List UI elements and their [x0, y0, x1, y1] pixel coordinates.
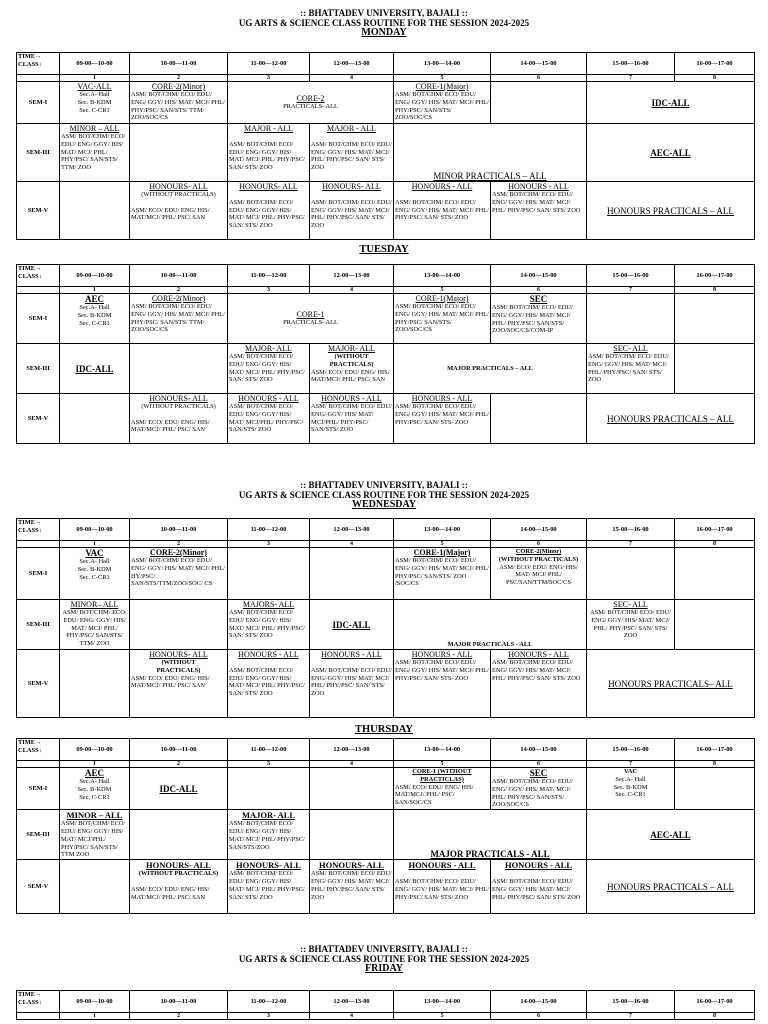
- time-slot: 11-00—12-00: [228, 519, 310, 541]
- period-number: 2: [130, 541, 228, 548]
- period-number: 7: [587, 287, 675, 294]
- time-slot: 12-00—13-00: [310, 53, 394, 75]
- class-cell: MAJOR PRACTICALS - ALL: [394, 810, 587, 860]
- sem-label: SEM-I: [17, 548, 60, 600]
- time-slot: 13-00—14-00: [394, 519, 491, 541]
- routine-title: UG ARTS & SCIENCE CLASS ROUTINE FOR THE SESSION 2024-2025: [238, 490, 530, 500]
- class-cell: HONOURS- ALL (WITHOUT PRACTICALS) ASM/ ECO/ EDU/ ENG/ HIS/ MAT/MCJ/ PHL/ PSC/ SAN: [130, 650, 228, 718]
- period-number: 4: [310, 541, 394, 548]
- time-slot: 10-00—11-00: [130, 519, 228, 541]
- class-cell: MAJOR - ALL ASM/ BOT/CHM/ ECO/ EDU/ ENG/ GGY/ HIS/ MAT/ MCJ/ PHL/ PHY/PSC/ SAN/ STS/ ZOO: [310, 124, 394, 182]
- time-slot: 12-00—13-00: [310, 519, 394, 541]
- time-class-header: TIME→ CLASS↓: [17, 519, 60, 541]
- time-class-header: TIME→ CLASS↓: [17, 739, 60, 761]
- university-name: :: BHATTADEV UNIVERSITY, BAJALI ::: [300, 944, 468, 954]
- sem-label: SEM-V: [17, 860, 60, 914]
- period-number: 5: [394, 1013, 491, 1020]
- class-cell: CORE-2(Minor) ASM/ BOT/CHM/ ECO/ EDU/ ENG/ GGY/ HIS/ MAT/ MCJ/ PHL/ HY/PSC/ SAN/STS/TTM/ZOO/SOC/ CS: [130, 548, 228, 600]
- time-slot: 13-00—14-00: [394, 991, 491, 1013]
- routine-header-3: [0, 944, 768, 974]
- time-class-header: TIME→ CLASS↓: [17, 265, 60, 287]
- time-slot: 15-00—16-00: [587, 53, 675, 75]
- sem-label: SEM-III: [17, 124, 60, 182]
- period-number: 3: [228, 541, 310, 548]
- routine-title: UG ARTS & SCIENCE CLASS ROUTINE FOR THE SESSION 2024-2025: [238, 18, 530, 28]
- period-number: 7: [587, 75, 675, 82]
- time-slot: 16-00—17-00: [675, 991, 755, 1013]
- period-number: 2: [130, 761, 228, 768]
- time-slot: 10-00—11-00: [130, 991, 228, 1013]
- time-slot: 11-00—12-00: [228, 53, 310, 75]
- sem-label: SEM-V: [17, 650, 60, 718]
- class-cell: SEC- ALL ASM/ BOT/CHM/ ECO/ EDU/ ENG/ GGY/ HIS/ MAT/ MCJ/ PHL/ PHY/PSC/ SAN/ STS/ ZOO: [587, 600, 675, 650]
- period-number: 5: [394, 75, 491, 82]
- time-slot: 14-00—15-00: [491, 53, 587, 75]
- sem-label: SEM-III: [17, 344, 60, 394]
- period-number: 7: [587, 541, 675, 548]
- day-wednesday: WEDNESDAY: [351, 499, 417, 510]
- class-cell: HONOURS - ALL ASM/ BOT/CHM/ ECO/ EDU/ ENG/ GGY/ HIS/ MAT/ MCJ/ PHL/ PHY/PSC/ SAN/ STS/ ZOO: [491, 860, 587, 914]
- time-slot: 14-00—15-00: [491, 519, 587, 541]
- class-cell: CORE-2(Minor) (WITHOUT PRACTICALS) ASM/ ECO/ EDU/ ENG/ HIS/ MAT/ MCJ/ PHL/ PSC/SAN/TTM/SOC/CS: [491, 548, 587, 600]
- class-cell: MAJOR- ALL (WITHOUT PRACTICALS) ASM/ ECO/ EDU/ ENG/ HIS/ MAT/MCJ/ PHL/ PSC/ SAN: [310, 344, 394, 394]
- class-cell: HONOURS PRACTICALS – ALL: [587, 182, 755, 240]
- period-number: 5: [394, 541, 491, 548]
- class-cell: HONOURS PRACTICALS – ALL: [587, 860, 755, 914]
- class-cell: HONOURS- ALL (WITHOUT PRACTICALS) ASM/ ECO/ EDU/ ENG/ HIS/ MAT/MCJ/ PHL/ PSC/ SAN: [130, 182, 228, 240]
- class-cell: IDC-ALL: [60, 344, 130, 394]
- period-number: 1: [60, 761, 130, 768]
- time-slot: 09-00—10-00: [60, 53, 130, 75]
- period-number: 8: [675, 761, 755, 768]
- class-cell: CORE-1 (WITHOUT PRACTICLAS) ASM/ ECO/ EDU/ ENG/ HIS/ MAT/MCJ/ PHL/ PSC/ SAN/SOC/CS: [394, 768, 491, 810]
- class-cell: HONOURS - ALL ASM/ BOT/CHM/ ECO/ EDU/ ENG/ GGY/ HIS/ MAT/ MCJ/ PHL/ PHY/PSC/ SAN/ STS/ ZOO: [394, 650, 491, 718]
- period-number: 6: [491, 1013, 587, 1020]
- sem-label: SEM-III: [17, 600, 60, 650]
- class-cell: MINOR– ALL ASM/ BOT/CHM/ ECO/ EDU/ ENG/ GGY/ HIS/ MAT/ MCJ/ PHL/ PHY/PSC/ SAN/STS/ TTM/ ZOO: [60, 600, 130, 650]
- class-cell: VAC Sec.A- Hall Sec. B-KDM Sec. C-CR1: [60, 548, 130, 600]
- class-cell: IDC-ALL: [587, 82, 755, 124]
- period-number: 1: [60, 287, 130, 294]
- class-cell: HONOURS- ALL ASM/ BOT/CHM/ ECO/ EDU/ ENG/ GGY/ HIS/ MAT/ MCJ/ PHL/ PHY/PSC/ SAN/ STS/ ZOO: [310, 182, 394, 240]
- class-cell: MINOR – ALL ASM/ BOT/CHM/ ECO/ EDU/ ENG/ GGY/ HIS/ MAT/ MCJ/PHL/ PHY/PSC/ SAN/STS/ TTM ZOO: [60, 810, 130, 860]
- time-slot: 13-00—14-00: [394, 265, 491, 287]
- class-cell: HONOURS- ALL ASM/ BOT/CHM/ ECO/ EDU/ ENG/ GGY/ HIS/ MAT/ MCJ/ PHL/ PHY/PSC/ SAN/ STS/ ZOO: [228, 860, 310, 914]
- period-number: 3: [228, 287, 310, 294]
- time-slot: 12-00—13-00: [310, 265, 394, 287]
- period-number: 7: [587, 761, 675, 768]
- sem-label: SEM-III: [17, 810, 60, 860]
- class-cell: HONOURS - ALL ASM/ BOT/CHM/ ECO/ EDU/ ENG/ GGY/ HIS/ MAT/ MCJ/ PHL/ PHY/PSC/ SAN/ STS/ ZOO: [491, 650, 587, 718]
- time-slot: 12-00—13-00: [310, 991, 394, 1013]
- time-slot: 16-00—17-00: [675, 519, 755, 541]
- day-tuesday: TUESDAY: [359, 244, 409, 255]
- time-slot: 09-00—10-00: [60, 519, 130, 541]
- class-cell: IDC-ALL: [310, 600, 394, 650]
- class-cell: AEC Sec.A- Hall Sec. B-KDM Sec. C-CR1: [60, 768, 130, 810]
- class-cell: VAC Sec.A- Hall Sec. B-KDM Sec. C-CR1: [587, 768, 675, 810]
- period-number: 3: [228, 761, 310, 768]
- period-number: 8: [675, 75, 755, 82]
- sem-label: SEM-V: [17, 394, 60, 444]
- time-slot: 12-00—13-00: [310, 739, 394, 761]
- time-slot: 11-00—12-00: [228, 739, 310, 761]
- time-slot: 13-00—14-00: [394, 53, 491, 75]
- sem-label: SEM-V: [17, 182, 60, 240]
- class-cell: HONOURS - ALL ASM/ BOT/CHM/ ECO/ EDU/ ENG/ GGY/ HIS/ MAT/ MCJ/ PHL/ PHY/PSC/ SAN/ STS/ ZOO: [310, 650, 394, 718]
- period-number: 4: [310, 75, 394, 82]
- class-cell: MAJOR- ALL ASM/ BOT/CHM/ ECO/ EDU/ ENG/ GGY/ HIS/ MAT/ MCJ/ PHL/ PHY/PSC/ SAN/ STS/ ZOO: [228, 344, 310, 394]
- class-cell: CORE-1(Major) ASM/ BOT/CHM/ ECO/ EDU/ ENG/ GGY/ HIS/ MAT/ MCJ/ PHL/ PHY/PSC/ SAN/STS/ ZOO/SOC/CS: [394, 82, 491, 124]
- class-cell: MAJORS- ALL ASM/ BOT/CHM/ ECO/ EDU/ ENG/ GGY/ HIS/ MAT/ MCJ/ PHL/ PHY/PSC/ SAN/ STS/ ZOO: [228, 600, 310, 650]
- time-slot: 10-00—11-00: [130, 53, 228, 75]
- class-cell: HONOURS - ALL ASM/ BOT/CHM/ ECO/ EDU/ ENG/ GGY/ HIS/ MAT/ MCJ/ PHL/ PHY/PSC/ SAN/ STS/ ZOO: [394, 860, 491, 914]
- day-monday: MONDAY: [361, 27, 407, 38]
- class-cell: CORE-1 PRACTICALS- ALL: [228, 294, 394, 344]
- period-number: 7: [587, 1013, 675, 1020]
- time-slot: 16-00—17-00: [675, 739, 755, 761]
- routine-table-thursday: [16, 738, 755, 914]
- period-number: 5: [394, 761, 491, 768]
- time-slot: 14-00—15-00: [491, 739, 587, 761]
- period-number: 6: [491, 761, 587, 768]
- period-number: 2: [130, 1013, 228, 1020]
- class-cell: HONOURS - ALL ASM/ BOT/CHM/ ECO/ EDU/ ENG/ GGY/ HIS/ MAT/ MCJ/PHL/ PHY/PSC/ SAN/STS/ ZOO: [228, 394, 310, 444]
- class-cell: HONOURS- ALL ASM/ BOT/CHM/ ECO/ EDU/ ENG/ GGY/ HIS/ MAT/ MCJ/ PHL/ PHY/PSC/ SAN/ STS/ ZOO: [310, 860, 394, 914]
- time-slot: 15-00—16-00: [587, 739, 675, 761]
- period-number: 3: [228, 1013, 310, 1020]
- period-number: 5: [394, 287, 491, 294]
- routine-header-2: [0, 480, 768, 510]
- day-thursday: THURSDAY: [355, 724, 413, 735]
- period-number: 8: [675, 541, 755, 548]
- class-cell: IDC-ALL: [130, 768, 228, 810]
- class-cell: HONOURS- ALL (WITHOUT PRACTICALS) ASM/ ECO/ EDU/ ENG/ HIS/ MAT/MCJ/ PHL/ PSC/ SAN: [130, 860, 228, 914]
- class-cell: HONOURS - ALL ASM/ BOT/CHM/ ECO/ EDU/ ENG/ GGY/ HIS/ MAT/ MCJ/ PHL/ PHY/PSC/ SAN/ STS/ ZOO: [394, 182, 491, 240]
- period-number: 4: [310, 1013, 394, 1020]
- period-number: 8: [675, 287, 755, 294]
- routine-table-tuesday: [16, 264, 755, 444]
- period-number: 8: [675, 1013, 755, 1020]
- class-cell: MINOR PRACTICALS – ALL: [394, 124, 587, 182]
- class-cell: MINOR – ALL ASM/ BOT/CHM/ ECO/ EDU/ ENG/ GGY/ HIS/ MAT/ MCJ/ PHL/ PHY/PSC/ SAN/STS/ TTM/ ZOO: [60, 124, 130, 182]
- sem-label: SEM-I: [17, 82, 60, 124]
- time-class-header: TIME→ CLASS↓: [17, 53, 60, 75]
- period-number: 2: [130, 287, 228, 294]
- time-slot: 14-00—15-00: [491, 265, 587, 287]
- time-slot: 15-00—16-00: [587, 265, 675, 287]
- time-slot: 11-00—12-00: [228, 265, 310, 287]
- class-cell: MAJOR - ALL ASM/ BOT/CHM/ ECO/ EDU/ ENG/ GGY/ HIS/ MAT/ MCJ/ PHL/ PHY/PSC/ SAN/ STS/ ZOO: [228, 124, 310, 182]
- period-number: 4: [310, 761, 394, 768]
- class-cell: MAJOR PRACTICALS - ALL: [394, 600, 587, 650]
- sem-label: SEM-I: [17, 768, 60, 810]
- period-number: 4: [310, 287, 394, 294]
- class-cell: HONOURS- ALL (WITHOUT PRACTICALS) ASM/ ECO/ EDU/ ENG/ HIS/ MAT/MCJ/ PHL/ PSC/ SAN: [130, 394, 228, 444]
- class-cell: HONOURS - ALL ASM/ BOT/CHM/ ECO/ EDU/ ENG/ GGY/ HIS/ MAT/ MCJ/ PHL/ PHY/PSC/ SAN/ STS/ ZOO: [228, 650, 310, 718]
- class-cell: SEC- ALL ASM/ BOT/CHM/ ECO/ EDU/ ENG/ GGY/ HIS/ MAT/ MCJ/ PHL/ PHY/PSC/ SAN/ STS/ ZOO: [587, 344, 675, 394]
- time-slot: 16-00—17-00: [675, 265, 755, 287]
- time-slot: 09-00—10-00: [60, 265, 130, 287]
- class-cell: CORE-1(Major) ASM/ BOT/CHM/ ECO/ EDU/ ENG/ GGY/ HIS/ MAT/ MCJ/ PHL/ PHY/PSC/ SAN/STS/ ZOO/SOC/CS: [394, 294, 491, 344]
- class-cell: CORE-1(Major) ASM/ BOT/CHM/ ECO/ EDU/ ENG/ GGY/ HIS/ MAT/ MCJ/ PHL/ PHY/PSC/ SAN/STS/ ZOO /SOC/CS: [394, 548, 491, 600]
- time-slot: 10-00—11-00: [130, 265, 228, 287]
- class-cell: VAC-ALL Sec.A- Hall Sec. B-KDM Sec. C-CR1: [60, 82, 130, 124]
- time-slot: 09-00—10-00: [60, 991, 130, 1013]
- period-number: 6: [491, 541, 587, 548]
- period-number: 2: [130, 75, 228, 82]
- class-cell: CORE-2(Minor) ASM/ BOT/CHM/ ECO/ EDU/ ENG/ GGY/ HIS/ MAT/ MCJ/ PHL/ PHY/PSC/ SAN/STS/ TTM/ ZOO/SOC/CS: [130, 294, 228, 344]
- class-cell: AEC Sec.A- Hall Sec. B-KDM Sec. C-CR1: [60, 294, 130, 344]
- university-name: :: BHATTADEV UNIVERSITY, BAJALI ::: [300, 8, 468, 18]
- class-cell: MAJOR PRACTICALS – ALL: [394, 344, 587, 394]
- routine-table-friday: [16, 990, 755, 1020]
- class-cell: HONOURS- ALL ASM/ BOT/CHM/ ECO/ EDU/ ENG/ GGY/ HIS/ MAT/ MCJ/ PHL/ PHY/PSC/ SAN/ STS/ ZOO: [228, 182, 310, 240]
- time-slot: 09-00—10-00: [60, 739, 130, 761]
- time-slot: 15-00—16-00: [587, 519, 675, 541]
- time-slot: 13-00—14-00: [394, 739, 491, 761]
- university-name: :: BHATTADEV UNIVERSITY, BAJALI ::: [300, 480, 468, 490]
- class-cell: HONOURS - ALL ASM/ BOT/CHM/ ECO/ EDU/ ENG/ GGY/ HIS/ MAT/ MCJ/ PHL/ PHY/PSC/ SAN/ STS/ ZOO: [394, 394, 491, 444]
- period-number: 1: [60, 75, 130, 82]
- class-cell: SEC ASM/ BOT/CHM/ ECO/ EDU/ ENG/ GGY/ HIS/ MAT/ MCJ/ PHL/ PHY/PSC/ SAN/STS/ ZOO/SOC/CS: [491, 768, 587, 810]
- class-cell: HONOURS - ALL ASM/ BOT/CHM/ ECO/ EDU/ ENG/ GGY/ HIS/ MAT/ MCJ/ PHL/ PHY/PSC/ SAN/ STS/ ZOO: [491, 182, 587, 240]
- class-cell: AEC-ALL: [587, 124, 755, 182]
- time-class-header: TIME→ CLASS↓: [17, 991, 60, 1013]
- class-cell: HONOURS - ALL ASM/ BOT/CHM/ ECO/ EDU/ ENG/ GGY/ HIS/ MAT/ MCJ/PHL/ PHY/PSC/ SAN/STS/ ZOO: [310, 394, 394, 444]
- sem-label: SEM-I: [17, 294, 60, 344]
- class-cell: CORE-2 PRACTICALS- ALL: [228, 82, 394, 124]
- time-slot: 11-00—12-00: [228, 991, 310, 1013]
- class-cell: CORE-2(Minor) ASM/ BOT/CHM/ ECO/ EDU/ ENG/ GGY/ HIS/ MAT/ MCJ/ PHL/ PHY/PSC/ SAN/STS/ TTM/ ZOO/SOC/CS: [130, 82, 228, 124]
- period-number: 6: [491, 287, 587, 294]
- time-slot: 15-00—16-00: [587, 991, 675, 1013]
- routine-header-1: [0, 8, 768, 38]
- period-number: 1: [60, 1013, 130, 1020]
- class-cell: HONOURS PRACTICALS– ALL: [587, 650, 755, 718]
- time-slot: 10-00—11-00: [130, 739, 228, 761]
- routine-table-wednesday: [16, 518, 755, 718]
- period-number: 1: [60, 541, 130, 548]
- class-cell: MAJOR- ALL ASM/ BOT/CHM/ ECO/ EDU/ ENG/ GGY/ HIS/ MAT/ MCJ/ PHL/ PHY/PSC/ SAN/STS/ZOO: [228, 810, 310, 860]
- time-slot: 16-00—17-00: [675, 53, 755, 75]
- period-number: 6: [491, 75, 587, 82]
- class-cell: SEC ASM/ BOT/CHM/ ECO/ EDU/ ENG/ GGY/ HIS/ MAT/ MCJ/ PHL/ PHY/PSC/ SAN/STS/ ZOO/SOC/CS/COM-IP: [491, 294, 587, 344]
- routine-table-monday: [16, 52, 755, 240]
- class-cell: HONOURS PRACTICALS – ALL: [587, 394, 755, 444]
- class-cell: AEC-ALL: [587, 810, 755, 860]
- day-friday: FRIDAY: [365, 963, 403, 974]
- time-slot: 14-00—15-00: [491, 991, 587, 1013]
- routine-title: UG ARTS & SCIENCE CLASS ROUTINE FOR THE SESSION 2024-2025: [238, 954, 530, 964]
- period-number: 3: [228, 75, 310, 82]
